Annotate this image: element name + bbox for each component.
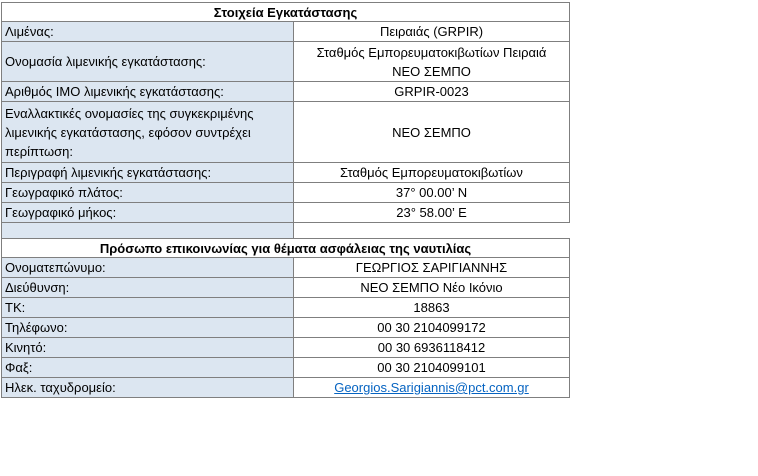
- contact-name-label: Ονοματεπώνυμο:: [2, 258, 294, 277]
- section-title-facility: [1, 2, 570, 22]
- port-value[interactable]: Πειραιάς (GRPIR): [379, 24, 484, 39]
- imo-value[interactable]: GRPIR-0023: [394, 84, 469, 99]
- description-value[interactable]: Σταθμός Εμπορευματοκιβωτίων: [340, 165, 523, 180]
- row-facility-name: [1, 42, 570, 82]
- imo-label: Αριθμός IMO λιμενικής εγκατάστασης:: [2, 82, 294, 101]
- fax-label: Φαξ:: [2, 358, 294, 377]
- alt-names-label: Εναλλακτικές ονομασίες της συγκεκριμένης λιμενικής εγκατάστασης, εφόσον συντρέχει περίπτωση:: [2, 102, 294, 162]
- fax-value[interactable]: 00 30 2104099101: [377, 360, 486, 375]
- spacer-label-cell: [2, 223, 294, 238]
- row-imo: [1, 82, 570, 102]
- mobile-label: Κινητό:: [2, 338, 294, 357]
- row-port: [1, 22, 570, 42]
- email-label: Ηλεκ. ταχυδρομείο:: [2, 378, 294, 397]
- row-phone: [1, 318, 570, 338]
- phone-value[interactable]: 00 30 2104099172: [377, 320, 486, 335]
- latitude-value[interactable]: 37° 00.00’ N: [395, 185, 468, 200]
- row-alt-names: [1, 102, 570, 163]
- facility-name-line1: Σταθμός Εμπορευματοκιβωτίων Πειραιά: [316, 44, 547, 60]
- spacer-row: [1, 223, 570, 238]
- row-email: [1, 378, 570, 398]
- facility-name-line2: ΝΕΟ ΣΕΜΠΟ: [392, 63, 471, 79]
- contact-name-value[interactable]: ΓΕΩΡΓΙΟΣ ΣΑΡΙΓΙΑΝΝΗΣ: [355, 260, 508, 275]
- longitude-label: Γεωγραφικό μήκος:: [2, 203, 294, 222]
- section-title-text: Στοιχεία Εγκατάστασης: [213, 4, 358, 20]
- facility-name-label: Ονομασία λιμενικής εγκατάστασης:: [2, 42, 294, 81]
- email-value-cell: [294, 378, 569, 397]
- address-label: Διεύθυνση:: [2, 278, 294, 297]
- longitude-value[interactable]: 23° 58.00’ E: [396, 205, 467, 220]
- email-link[interactable]: Georgios.Sarigiannis@pct.com.gr: [334, 380, 529, 395]
- row-postcode: [1, 298, 570, 318]
- row-fax: [1, 358, 570, 378]
- section-title-text: Πρόσωπο επικοινωνίας για θέματα ασφάλειας της ναυτιλίας: [99, 240, 472, 256]
- description-label: Περιγραφή λιμενικής εγκατάστασης:: [2, 163, 294, 182]
- alt-names-value[interactable]: ΝΕΟ ΣΕΜΠΟ: [392, 124, 471, 140]
- facility-name-value[interactable]: [294, 42, 569, 81]
- row-mobile: [1, 338, 570, 358]
- row-description: [1, 163, 570, 183]
- spacer-value-cell: [294, 223, 570, 238]
- section-title-contact: [1, 238, 570, 258]
- row-longitude: [1, 203, 570, 223]
- row-latitude: [1, 183, 570, 203]
- latitude-label: Γεωγραφικό πλάτος:: [2, 183, 294, 202]
- postcode-value[interactable]: 18863: [413, 300, 450, 315]
- mobile-value[interactable]: 00 30 6936118412: [377, 340, 486, 355]
- facility-sheet: [1, 2, 570, 398]
- port-label: Λιμένας:: [2, 22, 294, 41]
- address-value[interactable]: ΝΕΟ ΣΕΜΠΟ Νέο Ικόνιο: [360, 280, 503, 295]
- row-address: [1, 278, 570, 298]
- postcode-label: ΤΚ:: [2, 298, 294, 317]
- phone-label: Τηλέφωνο:: [2, 318, 294, 337]
- row-contact-name: [1, 258, 570, 278]
